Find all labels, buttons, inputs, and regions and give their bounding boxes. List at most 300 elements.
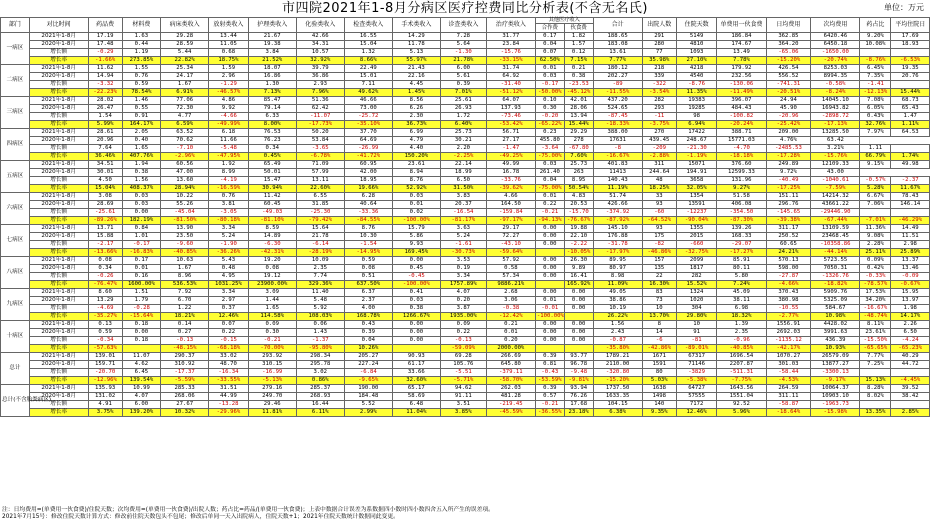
- value-cell: -1.37: [296, 337, 344, 345]
- value-cell: 7.97%: [860, 129, 891, 137]
- value-cell: 6.26: [392, 105, 440, 113]
- value-cell: 67317: [676, 353, 717, 361]
- value-cell: 10.30: [344, 233, 392, 241]
- value-cell: -0.57%: [860, 177, 891, 185]
- value-cell: 6.99: [392, 129, 440, 137]
- value-cell: 0.51: [344, 273, 392, 281]
- value-cell: 10.98%: [811, 313, 860, 321]
- value-cell: 66.79%: [860, 153, 891, 161]
- value-cell: 2110.00: [593, 361, 642, 369]
- value-cell: 637.50%: [344, 281, 392, 289]
- value-cell: 71.09: [296, 161, 344, 169]
- value-cell: 16.55: [344, 33, 392, 41]
- value-cell: 7.13%: [248, 89, 296, 97]
- value-cell: 190.00: [344, 385, 392, 393]
- period-cell: 增长额: [29, 273, 88, 281]
- table-row: [1, 113, 930, 121]
- period-cell: 2020年1-8月: [29, 41, 88, 49]
- value-cell: 556.52: [766, 73, 811, 81]
- value-cell: 8.99: [209, 169, 249, 177]
- value-cell: 268.93: [296, 393, 344, 401]
- value-cell: -4.66: [209, 113, 249, 121]
- value-cell: 76.53: [248, 129, 296, 137]
- value-cell: 6.33: [248, 113, 296, 121]
- value-cell: 15.79: [392, 225, 440, 233]
- value-cell: 407.76%: [122, 153, 160, 161]
- value-cell: 8.76: [344, 225, 392, 233]
- value-cell: [891, 369, 930, 377]
- value-cell: 2.05: [122, 129, 160, 137]
- value-cell: 1789.21: [593, 353, 642, 361]
- value-cell: 13.46: [891, 265, 930, 273]
- value-cell: 0.39: [440, 81, 486, 89]
- value-cell: 65.17: [392, 385, 440, 393]
- value-cell: 0.00: [535, 265, 564, 273]
- value-cell: 8253.03: [811, 65, 860, 73]
- value-cell: 1.72: [440, 113, 486, 121]
- value-cell: 290.37: [161, 353, 209, 361]
- value-cell: 145.10: [593, 225, 642, 233]
- value-cell: 3.21%: [811, 145, 860, 153]
- value-cell: 262.03: [486, 385, 535, 393]
- value-cell: 1.94: [122, 161, 160, 169]
- value-cell: 304: [676, 305, 717, 313]
- value-cell: 1757.89%: [440, 281, 486, 289]
- value-cell: 0.00: [535, 225, 564, 233]
- value-cell: 0.68: [209, 49, 249, 57]
- value-cell: -1.61: [440, 241, 486, 249]
- value-cell: 1696.54: [717, 353, 766, 361]
- value-cell: 9.27%: [717, 185, 766, 193]
- table-row: [1, 89, 930, 97]
- value-cell: 0.00: [392, 329, 440, 337]
- value-cell: 36.73%: [392, 121, 440, 129]
- value-cell: 25.89%: [891, 249, 930, 257]
- value-cell: 0.00: [535, 321, 564, 329]
- value-cell: 10.99: [122, 385, 160, 393]
- value-cell: 0.48: [209, 265, 249, 273]
- header-bed: 病床类收入: [161, 18, 209, 33]
- value-cell: 28.69: [88, 201, 122, 209]
- value-cell: 13877.27: [811, 361, 860, 369]
- value-cell: 29.46: [248, 401, 296, 409]
- value-cell: 5.43: [209, 257, 249, 265]
- value-cell: -16.67%: [593, 153, 642, 161]
- value-cell: -89.26%: [88, 217, 122, 225]
- value-cell: -0.13: [161, 337, 209, 345]
- header-dept: 部门: [1, 18, 30, 33]
- value-cell: 11.66: [209, 137, 249, 145]
- value-cell: 2.99%: [344, 409, 392, 417]
- value-cell: -33.76: [486, 177, 535, 185]
- value-cell: 51.58: [717, 193, 766, 201]
- value-cell: 19383: [676, 97, 717, 105]
- value-cell: -1.47: [486, 145, 535, 153]
- value-cell: 0.10: [535, 97, 564, 105]
- value-cell: -89: [593, 81, 642, 89]
- header-per-visit: 次均费用: [811, 18, 860, 33]
- value-cell: 73.00: [344, 105, 392, 113]
- table-row: [1, 185, 930, 193]
- value-cell: -1.30: [440, 49, 486, 57]
- value-cell: -57.63%: [88, 345, 122, 353]
- table-row: [1, 145, 930, 153]
- value-cell: 261.40: [535, 169, 564, 177]
- value-cell: -5.59%: [161, 377, 209, 385]
- value-cell: 7.15%: [564, 57, 593, 65]
- value-cell: 27.67: [161, 401, 209, 409]
- value-cell: 64.69: [344, 137, 392, 145]
- table-row: [1, 73, 930, 81]
- value-cell: -145.65: [766, 209, 811, 217]
- value-cell: 13.44: [209, 33, 249, 41]
- value-cell: -35.27%: [88, 313, 122, 321]
- value-cell: -20.51%: [766, 89, 811, 97]
- table-row: [1, 57, 930, 65]
- value-cell: 0.09: [440, 321, 486, 329]
- value-cell: 14.17%: [891, 313, 930, 321]
- table-row: [1, 313, 930, 321]
- period-cell: 2021年1-8月: [29, 289, 88, 297]
- value-cell: 426.66: [593, 201, 642, 209]
- table-row: [1, 361, 930, 369]
- value-cell: 436.39: [811, 337, 860, 345]
- period-cell: 2020年1-8月: [29, 393, 88, 401]
- value-cell: 0.20: [486, 337, 535, 345]
- value-cell: -0.17: [535, 81, 564, 89]
- value-cell: 22.16: [392, 73, 440, 81]
- value-cell: 6.67%: [860, 193, 891, 201]
- value-cell: [535, 345, 564, 353]
- value-cell: -18.33%: [593, 121, 642, 129]
- period-cell: 2020年1-8月: [29, 137, 88, 145]
- header-fee-minus-meal: 单费用一伙食费: [717, 18, 766, 33]
- table-header: [1, 18, 930, 33]
- value-cell: 5149: [676, 33, 717, 41]
- value-cell: 0.44: [122, 41, 160, 49]
- value-cell: -36.26%: [209, 249, 249, 257]
- value-cell: 263: [564, 169, 593, 177]
- value-cell: 536.53%: [161, 281, 209, 289]
- value-cell: 298.34: [296, 353, 344, 361]
- value-cell: 1737.50: [593, 385, 642, 393]
- value-cell: -41.72%: [344, 153, 392, 161]
- value-cell: -4.24: [891, 337, 930, 345]
- value-cell: 78.54%: [122, 89, 160, 97]
- table-row: [1, 353, 930, 361]
- value-cell: 42.01: [564, 97, 593, 105]
- value-cell: 0.03: [392, 297, 440, 305]
- value-cell: -15.64%: [122, 313, 160, 321]
- value-cell: -4.53%: [766, 377, 811, 385]
- value-cell: 4.76%: [766, 137, 811, 145]
- value-cell: 25.61: [440, 97, 486, 105]
- value-cell: -2.96%: [161, 153, 209, 161]
- value-cell: 15.44%: [564, 121, 593, 129]
- dept-cell: 二病区: [1, 65, 30, 97]
- value-cell: 6.48: [392, 401, 440, 409]
- value-cell: -3.64: [535, 145, 564, 153]
- value-cell: -73.46: [486, 113, 535, 121]
- period-cell: 2021年1-8月: [29, 257, 88, 265]
- value-cell: -1326.76: [811, 273, 860, 281]
- value-cell: -9.60: [161, 241, 209, 249]
- period-cell: 增长额: [29, 209, 88, 217]
- value-cell: 93.94: [564, 385, 593, 393]
- value-cell: 1.46: [122, 97, 160, 105]
- value-cell: 1.11: [860, 145, 891, 153]
- value-cell: 80.97: [593, 265, 642, 273]
- value-cell: -13.28: [209, 401, 249, 409]
- value-cell: 4.77: [161, 113, 209, 121]
- value-cell: 1591: [642, 361, 676, 369]
- value-cell: 0.00: [535, 257, 564, 265]
- value-cell: -2.25%: [440, 153, 486, 161]
- value-cell: 33: [642, 193, 676, 201]
- value-cell: 0.00: [535, 329, 564, 337]
- value-cell: 437.20: [593, 97, 642, 105]
- value-cell: 50.01: [248, 169, 296, 177]
- value-cell: 7050.31: [811, 265, 860, 273]
- value-cell: 43.00: [811, 169, 860, 177]
- value-cell: -0.45: [392, 273, 440, 281]
- value-cell: 18.95: [344, 177, 392, 185]
- header-consult: 诊查类收入: [440, 18, 486, 33]
- value-cell: 17422: [676, 129, 717, 137]
- header-discharged: 出院人数: [642, 18, 676, 33]
- value-cell: 270: [642, 129, 676, 137]
- value-cell: -3.05: [209, 209, 249, 217]
- value-cell: 0.01: [122, 265, 160, 273]
- value-cell: 26.47: [88, 105, 122, 113]
- value-cell: 6450.18: [811, 41, 860, 49]
- value-cell: -87.45: [593, 113, 642, 121]
- value-cell: -0.20: [535, 113, 564, 121]
- value-cell: 388.00: [593, 129, 642, 137]
- value-cell: -87.92%: [593, 217, 642, 225]
- value-cell: 29.80%: [676, 313, 717, 321]
- value-cell: 179.92: [717, 65, 766, 73]
- value-cell: -46.86%: [642, 249, 676, 257]
- value-cell: 38.42: [891, 393, 930, 401]
- value-cell: 11.78: [392, 41, 440, 49]
- period-cell: 2020年1-8月: [29, 233, 88, 241]
- value-cell: -1.54: [344, 241, 392, 249]
- value-cell: 0.14: [161, 321, 209, 329]
- value-cell: 250.52: [766, 233, 811, 241]
- value-cell: 2000.00%: [486, 345, 535, 353]
- value-cell: 165.92%: [564, 281, 593, 289]
- value-cell: 0.59: [122, 81, 160, 89]
- value-cell: 598.00: [766, 265, 811, 273]
- value-cell: -18.82%: [811, 281, 860, 289]
- value-cell: 7.24%: [717, 281, 766, 289]
- value-cell: 15771.03: [717, 137, 766, 145]
- value-cell: -97.17%: [486, 217, 535, 225]
- value-cell: 19.12: [248, 273, 296, 281]
- value-cell: -4.19: [209, 177, 249, 185]
- value-cell: 311.11: [766, 393, 811, 401]
- period-cell: 增长率: [29, 345, 88, 353]
- value-cell: 49.98: [891, 161, 930, 169]
- value-cell: 15071: [676, 161, 717, 169]
- value-cell: -76.67%: [564, 217, 593, 225]
- value-cell: 0.58: [486, 265, 535, 273]
- value-cell: -11.49%: [717, 89, 766, 97]
- value-cell: 2.37: [344, 297, 392, 305]
- value-cell: 14045.10: [811, 97, 860, 105]
- value-cell: 2.43: [593, 329, 642, 337]
- value-cell: 280: [642, 41, 676, 49]
- value-cell: -100.00%: [392, 217, 440, 225]
- table-row: [1, 193, 930, 201]
- table-row: [1, 281, 930, 289]
- value-cell: 4.07: [440, 289, 486, 297]
- value-cell: 10903.10: [811, 393, 860, 401]
- value-cell: 285.37: [296, 385, 344, 393]
- period-cell: 2020年1-8月: [29, 361, 88, 369]
- value-cell: [535, 281, 564, 289]
- value-cell: 50.54%: [564, 185, 593, 193]
- value-cell: -40.85%: [717, 345, 766, 353]
- footnote-1: 注：日均费用=(单费用一伙食费)/住院天数；次均费用=(单费用一伙食费)/出院人数；药占比=药品/(单费用一伙食费)；上表中数据合计误差为系数据四小数时四小数四舍五入所产生的误差项。: [2, 507, 494, 513]
- value-cell: -17.97%: [593, 249, 642, 257]
- value-cell: 0.07: [209, 321, 249, 329]
- header-material: 材料费: [122, 18, 160, 33]
- value-cell: -16.34: [209, 369, 249, 377]
- value-cell: 151.11: [766, 193, 811, 201]
- value-cell: 11.62: [88, 65, 122, 73]
- value-cell: -2.37: [891, 177, 930, 185]
- value-cell: 8.28%: [860, 385, 891, 393]
- value-cell: -45.12%: [564, 89, 593, 97]
- value-cell: -39.62%: [486, 185, 535, 193]
- value-cell: 24.94: [766, 97, 811, 105]
- dept-cell: 八病区: [1, 257, 30, 289]
- value-cell: 278: [564, 137, 593, 145]
- value-cell: 0.03: [392, 193, 440, 201]
- value-cell: 65.49: [248, 161, 296, 169]
- value-cell: -2.17: [88, 241, 122, 249]
- value-cell: 3.87: [440, 305, 486, 313]
- table-row: [1, 177, 930, 185]
- value-cell: 24.17: [161, 73, 209, 81]
- value-cell: 140: [642, 401, 676, 409]
- value-cell: 7.01%: [440, 89, 486, 97]
- value-cell: [564, 345, 593, 353]
- value-cell: 10: [642, 305, 676, 313]
- value-cell: 6.05%: [860, 105, 891, 113]
- footnote-2: 2021年7月15号：修改住院天数计算方式：修改前住院天数包头不包尾；修改后单同一天入出院病人，住院天数+1；2021年住院天数统计数据同此变更。: [2, 514, 399, 521]
- value-cell: 164.17%: [122, 121, 160, 129]
- value-cell: 1671: [642, 353, 676, 361]
- value-cell: -20.24%: [717, 121, 766, 129]
- value-cell: 268.06: [161, 393, 209, 401]
- value-cell: 5.28%: [860, 185, 891, 193]
- value-cell: 18.99: [440, 169, 486, 177]
- value-cell: 17.48: [88, 41, 122, 49]
- value-cell: 48.70: [209, 361, 249, 369]
- value-cell: -14.95%: [344, 249, 392, 257]
- value-cell: 68.73: [891, 97, 930, 105]
- value-cell: 34.51: [88, 161, 122, 169]
- value-cell: [392, 345, 440, 353]
- table-row: [1, 49, 930, 57]
- value-cell: 5325.09: [811, 297, 860, 305]
- value-cell: 0.43: [344, 321, 392, 329]
- value-cell: -0.21: [535, 209, 564, 217]
- value-cell: 26.93: [440, 105, 486, 113]
- value-cell: -15.50%: [860, 337, 891, 345]
- value-cell: 3.83: [440, 193, 486, 201]
- cost-analysis-table: [0, 17, 930, 417]
- table-row: [1, 385, 930, 393]
- value-cell: -2485.53: [766, 145, 811, 153]
- value-cell: 175: [642, 233, 676, 241]
- value-cell: 293: [642, 105, 676, 113]
- value-cell: -15.70: [564, 209, 593, 217]
- value-cell: 0.01: [535, 297, 564, 305]
- value-cell: 0.01: [535, 193, 564, 201]
- value-cell: -9.65%: [344, 377, 392, 385]
- value-cell: 1817: [676, 265, 717, 273]
- value-cell: 1031.25%: [209, 281, 249, 289]
- value-cell: -1650.00: [811, 49, 860, 57]
- value-cell: 15.95: [891, 289, 930, 297]
- value-cell: 9.92: [209, 105, 249, 113]
- value-cell: 2.35: [717, 329, 766, 337]
- value-cell: 22.10: [564, 233, 593, 241]
- value-cell: 13.60: [161, 177, 209, 185]
- table-row: [1, 105, 930, 113]
- value-cell: 23900.00%: [248, 281, 296, 289]
- value-cell: 48: [642, 177, 676, 185]
- value-cell: 249.89: [766, 161, 811, 169]
- value-cell: 4.50: [88, 177, 122, 185]
- value-cell: 0.02: [392, 209, 440, 217]
- value-cell: 0.00: [564, 337, 593, 345]
- value-cell: 1.67: [161, 265, 209, 273]
- value-cell: 13.35%: [860, 409, 891, 417]
- value-cell: 202.27: [593, 73, 642, 81]
- value-cell: 33.66: [392, 369, 440, 377]
- value-cell: 27.17: [486, 137, 535, 145]
- value-cell: -81.17%: [440, 217, 486, 225]
- table-row: [1, 97, 930, 105]
- value-cell: 0.09%: [860, 257, 891, 265]
- value-cell: 0.08: [344, 265, 392, 273]
- header-exam: 检查类收入: [344, 18, 392, 33]
- value-cell: 10.26%: [344, 345, 392, 353]
- header-bed-days: 住院天数: [676, 18, 717, 33]
- value-cell: 3658: [676, 177, 717, 185]
- value-cell: 25.73: [564, 161, 593, 169]
- value-cell: 2.20: [440, 145, 486, 153]
- value-cell: 1.79: [122, 297, 160, 305]
- value-cell: 14214.32: [811, 193, 860, 201]
- value-cell: 15.04%: [88, 185, 122, 193]
- value-cell: 3.34: [440, 273, 486, 281]
- value-cell: -17.25%: [766, 185, 811, 193]
- value-cell: -2.77%: [766, 313, 811, 321]
- header-meal-fee: 伙食费: [564, 24, 593, 33]
- value-cell: 22.49: [344, 65, 392, 73]
- value-cell: 11.05: [209, 41, 249, 49]
- value-cell: 1324: [676, 289, 717, 297]
- value-cell: -4.69: [88, 305, 122, 313]
- unit-label: 单位：万元: [884, 3, 924, 12]
- value-cell: 63.42: [811, 137, 860, 145]
